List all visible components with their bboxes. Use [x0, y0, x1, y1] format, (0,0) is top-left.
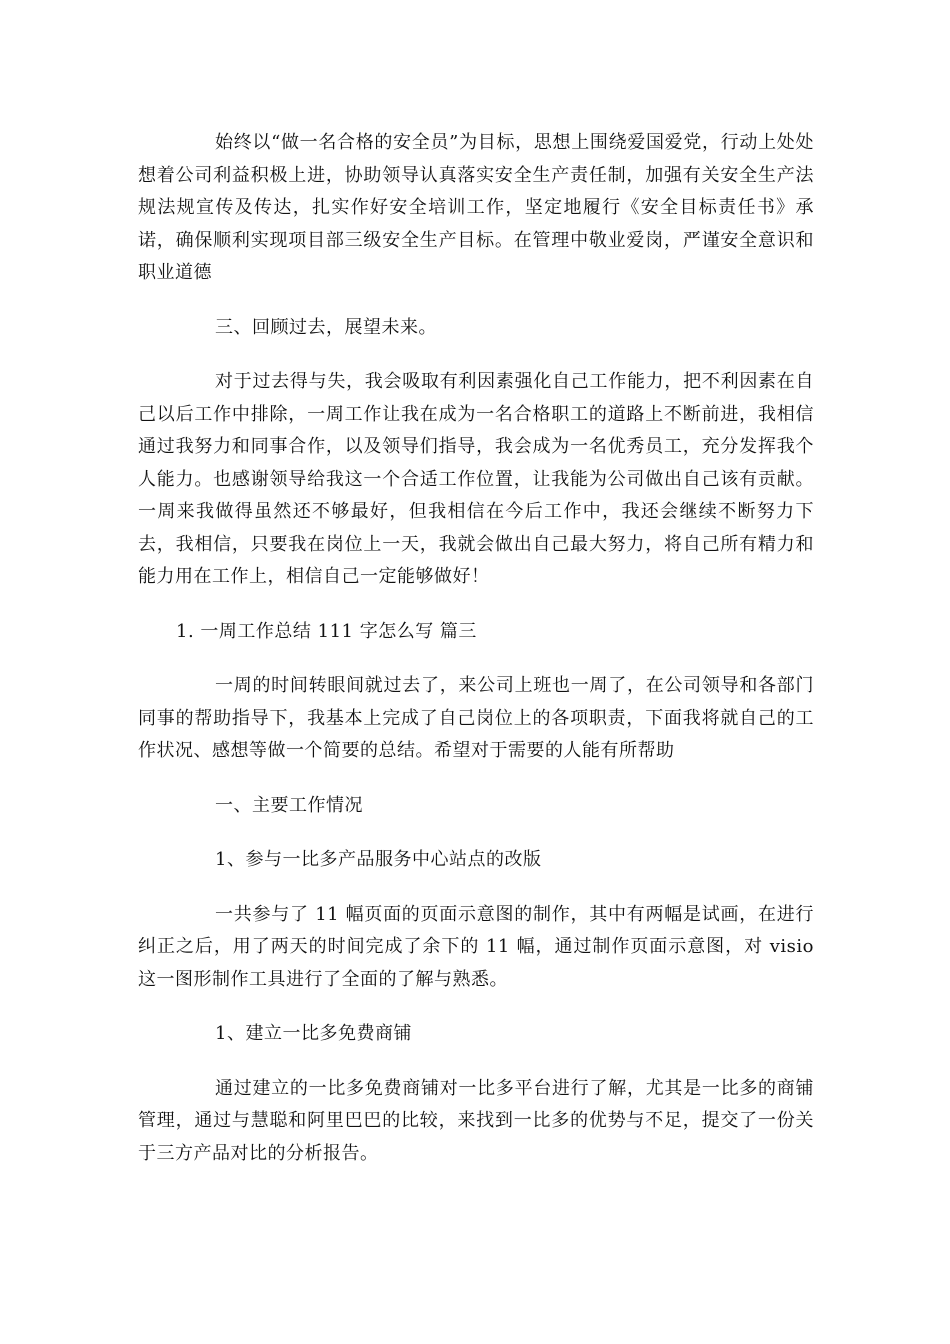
paragraph-safety-goal: 始终以“做一名合格的安全员”为目标，思想上围绕爱国爱党，行动上处处想着公司利益积极上进，协助领导认真落实安全生产责任制，加强有关安全生产法规法规宣传及传达，扎实作好安全培训工作，坚定地履行《安全目标责任书》承诺，确保顺利实现项目部三级安全生产目标。在管理中敬业爱岗，严谨安全意识和职业道德 — [138, 132, 814, 283]
document-body — [138, 127, 814, 1192]
paragraph-gains-losses: 对于过去得与失，我会吸取有利因素强化自己工作能力，把不利因素在自己以后工作中排除，一周工作让我在成为一名合格职工的道路上不断前进，我相信通过我努力和同事合作，以及领导们指导，我会成为一名优秀员工，充分发挥我个人能力。也感谢领导给我这一个合适工作位置，让我能为公司做出自己该有贡献。一周来我做得虽然还不够最好，但我相信在今后工作中，我还会继续不断努力下去，我相信，只要我在岗位上一天，我就会做出自己最大努力，将自己所有精力和能力用在工作上，相信自己一定能够做好！ — [138, 371, 814, 587]
heading-section-three: 1. 一周工作总结 111 字怎么写 篇三 — [176, 620, 477, 642]
paragraph-shop-analysis: 通过建立的一比多免费商铺对一比多平台进行了解，尤其是一比多的商铺管理，通过与慧聪和阿里巴巴的比较，来找到一比多的优势与不足，提交了一份关于三方产品对比的分析报告。 — [138, 1077, 814, 1164]
heading-review-future: 三、回顾过去，展望未来。 — [215, 316, 437, 338]
heading-item-site-revision: 1、参与一比多产品服务中心站点的改版 — [215, 849, 542, 870]
heading-main-work: 一、主要工作情况 — [215, 794, 363, 816]
heading-item-free-shop: 1、建立一比多免费商铺 — [215, 1023, 412, 1044]
paragraph-week-summary: 一周的时间转眼间就过去了，来公司上班也一周了，在公司领导和各部门同事的帮助指导下，我基本上完成了自己岗位上的各项职责，下面我将就自己的工作状况、感想等做一个简要的总结。希望对于需要的人能有所帮助 — [138, 675, 814, 761]
paragraph-page-diagrams: 一共参与了 11 幅页面的页面示意图的制作，其中有两幅是试画，在进行纠正之后，用了两天的时间完成了余下的 11 幅，通过制作页面示意图，对 visio 这一图形制作工具进行了全面的了解与熟悉。 — [138, 903, 814, 990]
